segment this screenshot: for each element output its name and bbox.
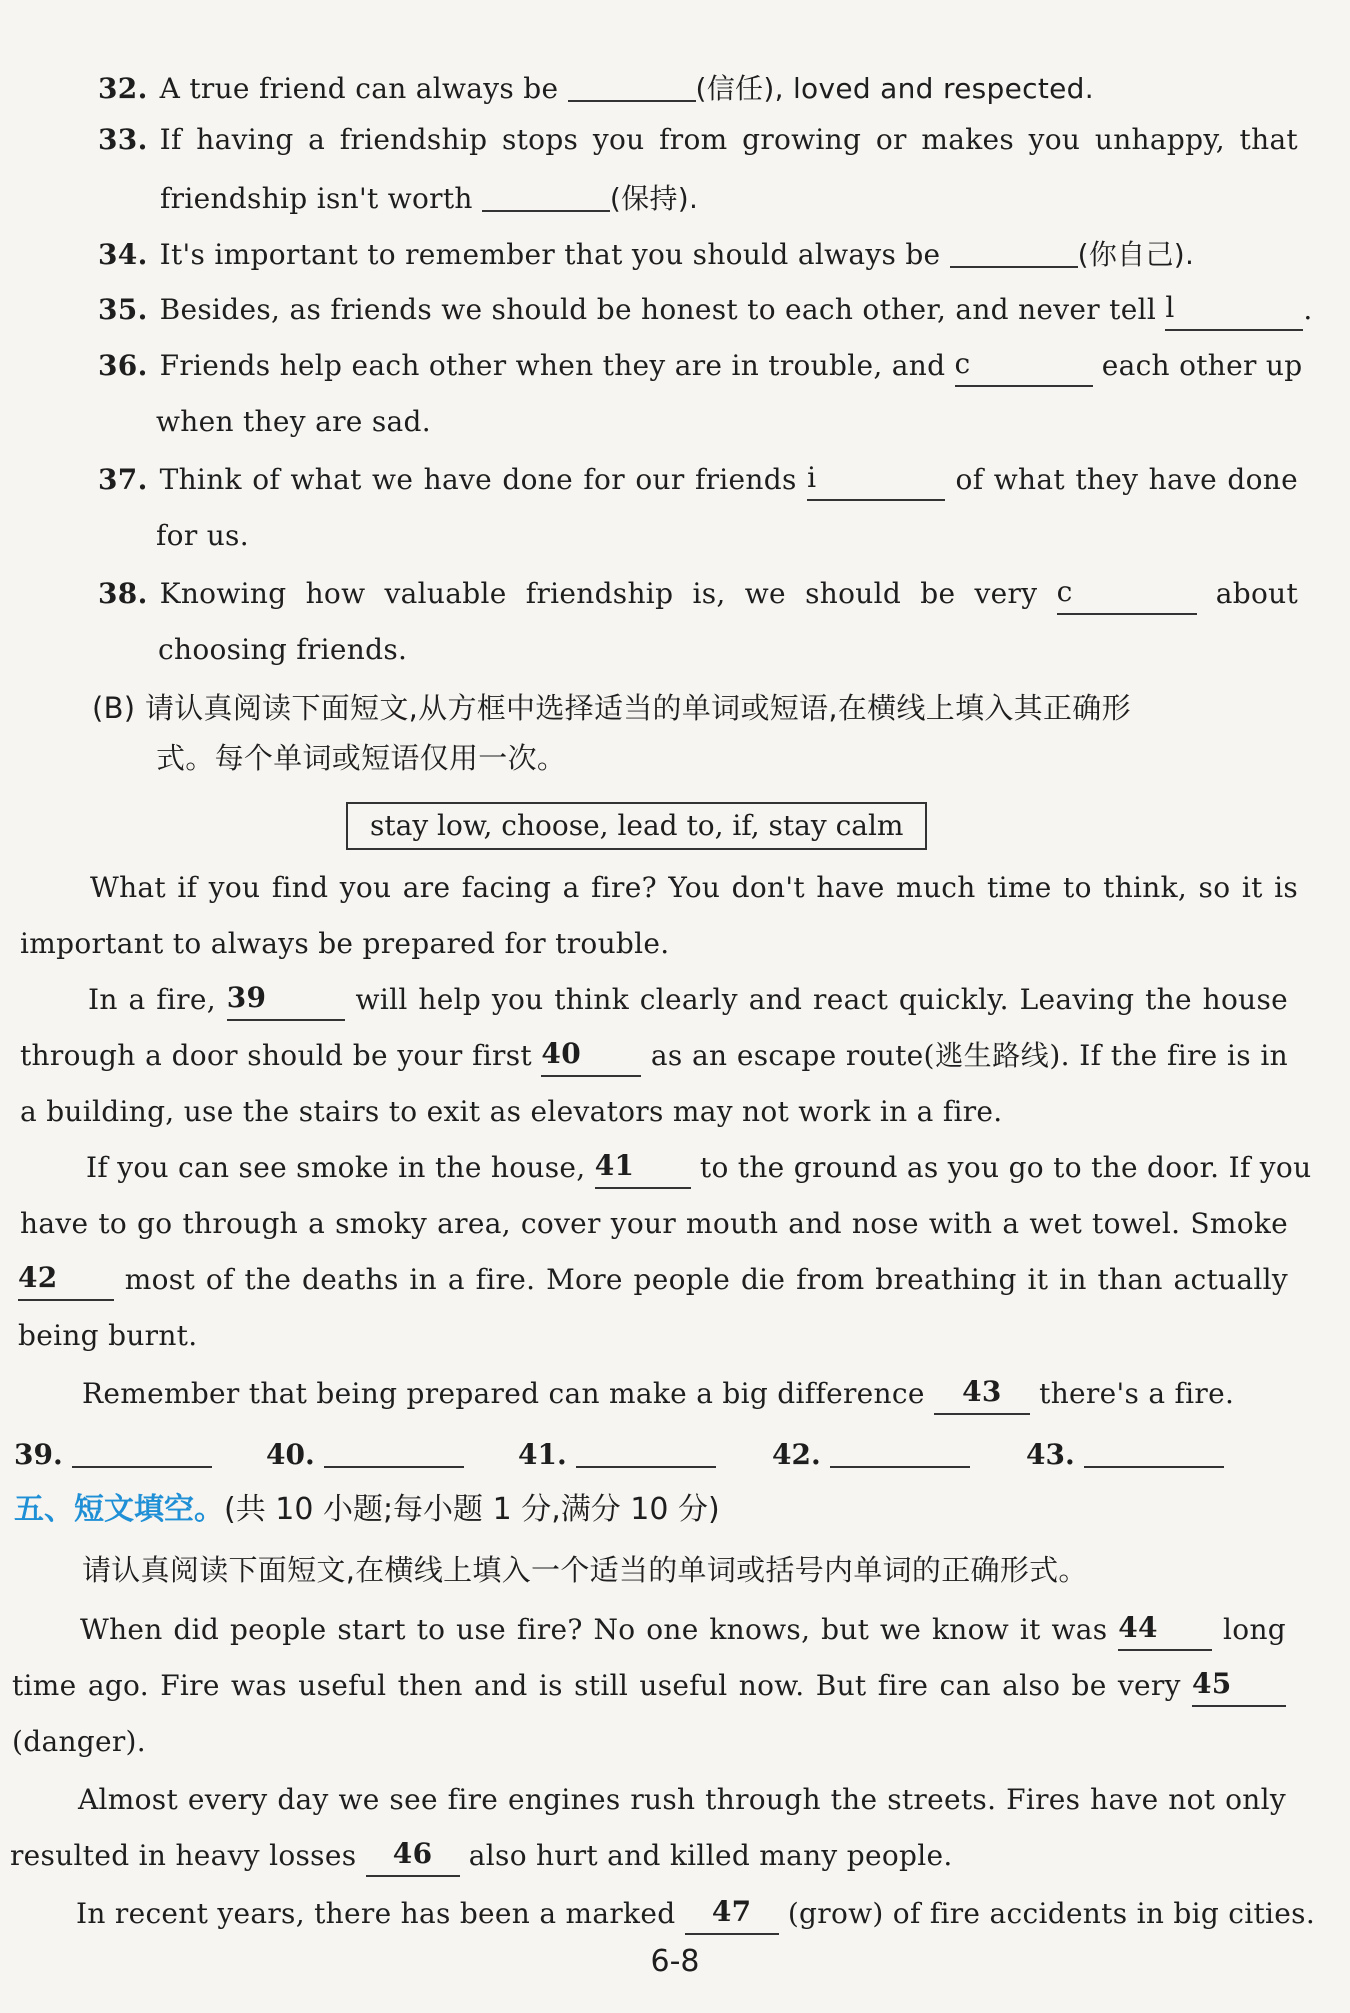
answer-blank-36[interactable]: c (955, 355, 1093, 387)
answer-blank-42[interactable]: 42 (18, 1269, 114, 1301)
answer-blank-39[interactable]: 39 (227, 989, 345, 1021)
answer-line-42[interactable] (830, 1436, 970, 1468)
answer-42: 42. (772, 1432, 970, 1475)
answer-blank-47[interactable]: 47 (685, 1903, 779, 1935)
section-5-p2-line-1: Almost every day we see fire engines rush through the streets. Fires have not only (78, 1783, 1286, 1816)
answer-blank-34[interactable] (950, 236, 1078, 268)
page-number: 6-8 (650, 1944, 700, 1979)
answer-blank-43[interactable]: 43 (934, 1383, 1030, 1415)
passage-b-p2-line-2: through a door should be your first 40 as an escape route(逃生路线). If the fire is in (20, 1036, 1288, 1076)
question-32: 32. A true friend can always be (信任), loved and respected. (98, 72, 1094, 105)
section-5-p1-line-2: time ago. Fire was useful then and is still useful now. But fire can also be very 45 (12, 1666, 1286, 1706)
part-b-instruction-2: 式。每个单词或短语仅用一次。 (156, 741, 567, 775)
question-38-line-1: 38. Knowing how valuable friendship is, we should be very c about (98, 574, 1298, 614)
answer-blank-35[interactable]: l (1165, 299, 1303, 331)
answer-blank-44[interactable]: 44 (1118, 1619, 1212, 1651)
question-34: 34. It's important to remember that you should always be (你自己). (98, 238, 1195, 271)
section-5-instruction: 请认真阅读下面短文,在横线上填入一个适当的单词或括号内单词的正确形式。 (82, 1553, 1088, 1587)
passage-b-p4: Remember that being prepared can make a big difference 43 there's a fire. (82, 1374, 1234, 1414)
question-33-line-2: friendship isn't worth (保持). (160, 182, 699, 215)
question-37-line-1: 37. Think of what we have done for our friends i of what they have done (98, 460, 1298, 500)
part-b-instruction-1: (B) 请认真阅读下面短文,从方框中选择适当的单词或短语,在横线上填入其正确形 (92, 691, 1131, 725)
section-5-p2-line-2: resulted in heavy losses 46 also hurt and killed many people. (10, 1836, 953, 1876)
passage-b-p3-line-2: have to go through a smoky area, cover your mouth and nose with a wet towel. Smoke (20, 1207, 1288, 1240)
answer-blank-33[interactable] (482, 180, 610, 212)
answer-39: 39. (14, 1432, 212, 1475)
question-36-line-1: 36. Friends help each other when they are in trouble, and c each other up (98, 346, 1298, 386)
answer-blank-38[interactable]: c (1057, 583, 1197, 615)
question-36-line-2: when they are sad. (156, 405, 431, 438)
answer-40: 40. (266, 1432, 464, 1475)
passage-b-p2-line-3: a building, use the stairs to exit as elevators may not work in a fire. (20, 1095, 1003, 1128)
word-choice-box: stay low, choose, lead to, if, stay calm (346, 802, 927, 850)
answer-43: 43. (1026, 1432, 1224, 1475)
answer-line-43[interactable] (1084, 1436, 1224, 1468)
section-5-heading: 五、短文填空。(共 10 小题;每小题 1 分,满分 10 分) (14, 1492, 720, 1527)
answer-41: 41. (518, 1432, 716, 1475)
question-37-line-2: for us. (156, 519, 249, 552)
passage-b-p2-line-1: In a fire, 39 will help you think clearly and react quickly. Leaving the house (88, 980, 1288, 1020)
answer-blank-37[interactable]: i (807, 469, 945, 501)
answer-blank-46[interactable]: 46 (366, 1845, 460, 1877)
answer-line-39[interactable] (72, 1436, 212, 1468)
section-5-p1-line-3: (danger). (12, 1725, 146, 1758)
section-5-p1-line-1: When did people start to use fire? No one knows, but we know it was 44 long (80, 1610, 1286, 1650)
answer-line-40[interactable] (324, 1436, 464, 1468)
passage-b-p3-line-4: being burnt. (18, 1319, 198, 1352)
answer-row (14, 1432, 1244, 1480)
answer-line-41[interactable] (576, 1436, 716, 1468)
answer-blank-40[interactable]: 40 (541, 1045, 641, 1077)
passage-b-p1-line-1: What if you find you are facing a fire? You don't have much time to think, so it is (90, 871, 1298, 904)
question-35: 35. Besides, as friends we should be honest to each other, and never tell l . (98, 290, 1313, 330)
answer-blank-32[interactable] (568, 70, 696, 102)
question-38-line-2: choosing friends. (158, 633, 408, 666)
answer-blank-41[interactable]: 41 (595, 1157, 691, 1189)
question-33-line-1: 33. If having a friendship stops you from growing or makes you unhappy, that (98, 123, 1298, 156)
passage-b-p3-line-3: 42 most of the deaths in a fire. More people die from breathing it in than actually (18, 1260, 1288, 1300)
answer-blank-45[interactable]: 45 (1192, 1675, 1286, 1707)
passage-b-p1-line-2: important to always be prepared for trouble. (20, 927, 670, 960)
section-5-p3: In recent years, there has been a marked 47 (grow) of fire accidents in big cities. (76, 1894, 1315, 1934)
passage-b-p3-line-1: If you can see smoke in the house, 41 to the ground as you go to the door. If you (86, 1148, 1288, 1188)
